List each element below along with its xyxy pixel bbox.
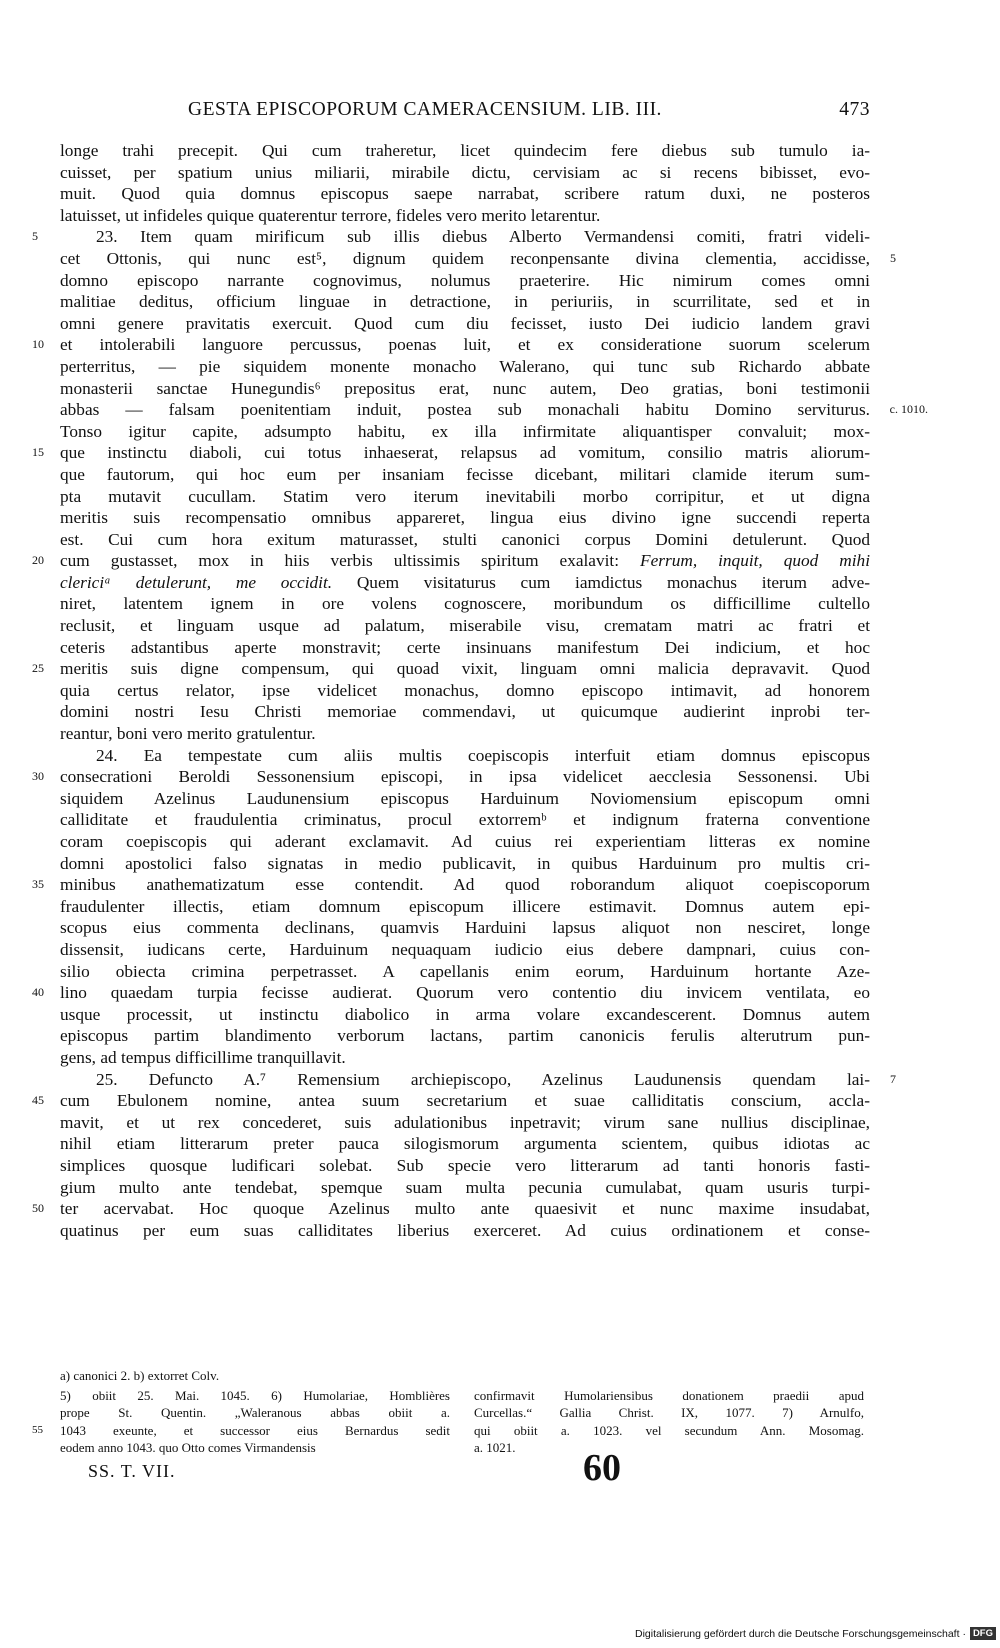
text-line: gens, ad tempus difficillime tranquillavit.	[60, 1047, 346, 1067]
line-number: 10	[32, 337, 44, 352]
footnotes-left-column	[32, 1387, 450, 1457]
text-line: malitiae deditus, officium linguae in detractione, in periuriis, in scurrilitate, sed et in	[60, 292, 870, 312]
text-line: 15 que instinctu diaboli, cui totus inhaeserat, relapsus ad vomitum, consilio matris aliorum-	[32, 443, 870, 463]
text-line: ceteris adstantibus aperte monstravit; certe insinuans manifestum Dei indicium, et hoc	[60, 637, 870, 657]
line-number: 45	[32, 1093, 44, 1108]
text-line: 50 ter acervabat. Hoc quoque Azelinus multo ante quaesivit et nunc maxime insudabat,	[32, 1199, 870, 1219]
text-line: calliditate et fraudulentia criminatus, procul extorremᵇ et indignum fraterna conventione	[60, 810, 870, 830]
margin-note: 7	[890, 1071, 896, 1086]
footnote-line: qui obiit a. 1023. vel secundum Ann. Mosomag.	[474, 1422, 864, 1438]
text-line: dissensit, iudicans certe, Harduinum nequaquam iudicio eius debere dampnari, cuius con-	[60, 939, 870, 959]
text-line: usque processit, ut instinctu diabolico in arma volare excandescerent. Domnus autem	[60, 1004, 870, 1024]
sheet-number: 60	[583, 1447, 621, 1489]
line-number: 35	[32, 877, 44, 892]
quoted-speech: Ferrum, inquit, quod mihi	[640, 551, 870, 571]
line-number: 25	[32, 661, 44, 676]
quoted-speech: clericiᵃ detulerunt, me occidit.	[60, 572, 333, 592]
footnotes	[32, 1367, 870, 1456]
text-line: scopus eius commenta declinans, quamvis Harduini lapsus aliquot non nesciret, longe	[60, 918, 870, 938]
text-line: quia certus relator, ipse videlicet monachus, domno episcopo intimavit, ad honorem	[60, 680, 870, 700]
text-line: siquidem Azelinus Laudunensium episcopus Harduinum Noviomensium episcopum omni	[60, 788, 870, 808]
main-text	[32, 140, 928, 1241]
running-title: GESTA EPISCOPORUM CAMERACENSIUM. LIB. III.	[188, 99, 662, 120]
text-line: pta mutavit cucullam. Statim vero iterum inevitabili morbo corripitur, et ut digna	[60, 486, 870, 506]
credit-text: Digitalisierung gefördert durch die Deutsche Forschungsgemeinschaft ·	[635, 1627, 966, 1640]
apparatus-notes: a) canonici 2. b) extorret Colv.	[60, 1368, 220, 1383]
footnote-line: 55 1043 exeunte, et successor eius Bernardus sedit	[32, 1422, 450, 1438]
text-line: reantur, boni vero merito gratulentur.	[60, 724, 316, 744]
text-line: reclusit, et linguam usque ad palatum, miserabile visu, crematam matri ac fratri et	[60, 616, 870, 636]
line-number: 15	[32, 445, 44, 460]
text-line: monasterii sanctae Hunegundis⁶ prepositus erat, nunc autem, Deo gratias, boni testimonii	[60, 378, 870, 398]
line-number: 50	[32, 1201, 44, 1216]
text-line: cet Ottonis, qui nunc est⁵, dignum quidem reconpensante divina clementia, accidisse, 5	[60, 248, 896, 268]
text-line: 40 lino quaedam turpia fecisse audierat. Quorum vero contentio diu invicem ventilata, eo	[32, 983, 870, 1003]
footnote-line: prope St. Quentin. „Waleranous abbas obiit a.	[60, 1405, 450, 1421]
text-line: meritis suis recompensatio omnibus appareret, lingua eius divino igne succendi reperta	[60, 508, 870, 528]
line-number: 55	[32, 1423, 43, 1436]
footnote-line: eodem anno 1043. quo Otto comes Virmandensis	[60, 1440, 316, 1456]
text-line: quatinus per eum suas calliditates liberius exerceret. Ad cuius ordinationem et conse-	[60, 1220, 870, 1240]
dfg-logo: DFG	[970, 1627, 996, 1640]
footnote-line: a. 1021.	[474, 1440, 516, 1456]
text-line: perterritus, — pie siquidem monente monacho Walerano, qui tunc sub Richardo abbate	[60, 356, 870, 376]
text-line: 35 minibus anathematizatum esse contendit. Ad quod roborandum aliquot coepiscoporum	[32, 875, 870, 895]
line-number: 40	[32, 985, 44, 1000]
text-line: longe trahi precepit. Qui cum traheretur, licet quindecim fere diebus sub tumulo ia-	[60, 141, 870, 160]
footnote-line: confirmavit Humolariensibus donationem praedii apud	[474, 1388, 864, 1403]
text-line: domni apostolici falso signatas in medio publicavit, in quibus Harduinum pro multis cri-	[60, 853, 870, 873]
text-line: latuisset, ut infideles quique quaterentur terrore, fideles vero merito letarentur.	[60, 205, 601, 225]
footnote-line: Curcellas.“ Gallia Christ. IX, 1077. 7) Arnulfo,	[474, 1405, 864, 1421]
text-line: cuisset, per spatium unius miliarii, mirabile dictu, cervisiam ac si recens bibisset, evo-	[60, 162, 870, 182]
text-line: fraudulenter illectis, etiam domnum episcopum illicere estimavit. Domnus autem epi-	[60, 896, 870, 916]
text-line: 5 23. Item quam mirificum sub illis diebus Alberto Vermandensi comiti, fratri videli-	[32, 227, 870, 247]
digitization-credit	[635, 1627, 996, 1640]
line-number: 30	[32, 769, 44, 784]
margin-note: c. 1010.	[889, 402, 928, 417]
text-line: muit. Quod quia domnus episcopus saepe narrabat, scribere ratum duxi, ne posteros	[60, 184, 870, 204]
text-line: mavit, et ut rex concederet, suis adulationibus inpetravit; virum sane nullius disciplinae,	[60, 1112, 870, 1132]
running-header	[60, 99, 870, 127]
text-line: omni genere pravitatis exercuit. Quod cum diu fecisset, iusto Dei iudicio landem gravi	[60, 313, 870, 333]
text-line: episcopus partim blandimento verborum lactans, partim canonicis ferulis alterutrum pun-	[60, 1026, 870, 1046]
text-line: simplices quosque ludificari solebat. Sub specie vero litterarum ad tanti honoris fasti-	[60, 1155, 870, 1175]
text-line: nihil etiam litterarum preter pauca silogismorum argumenta scientem, quibus idiotas ac	[60, 1134, 870, 1154]
text-line: silio obiecta crimina perpetrasset. A capellanis enim eorum, Harduinum hortante Aze-	[60, 961, 870, 981]
line-number: 20	[32, 553, 44, 568]
text-line: Tonso igitur capite, adsumpto habitu, ex illa infirmitate aliquantisper convaluit; mox-	[60, 421, 870, 441]
line-number: 5	[32, 229, 38, 244]
signature-mark: SS. T. VII.	[88, 1461, 176, 1481]
text-line: domno episcopo narrante cognovimus, nolumus praeterire. Hic nimirum comes omni	[60, 270, 870, 290]
margin-note: 5	[890, 250, 896, 265]
text-line: 25. Defuncto A.⁷ Remensium archiepiscopo, Azelinus Laudunensis quendam lai- 7	[96, 1069, 896, 1089]
text-line: que fautorum, qui hoc eum per insaniam fecisse dicebant, militari clamide iterum sum-	[60, 464, 870, 484]
text-line: domini nostri Iesu Christi memoriae commendavi, ut quicumque audierint inprobi ter-	[60, 702, 870, 722]
text-line: 25 meritis suis digne compensum, qui quoad vixit, linguam omni malicia depravavit. Quod	[32, 659, 870, 679]
text-line: coram coepiscopis qui aderant exclamavit. Ad cuius rei experientiam litteras ex nomine	[60, 832, 870, 851]
footnote-line: 5) obiit 25. Mai. 1045. 6) Humolariae, Homblières	[60, 1388, 450, 1403]
footnotes-right-column	[474, 1387, 864, 1457]
text-line: clericiᵃ detulerunt, me occidit. Quem visitaturus cum iamdictus monachus iterum adve-	[60, 572, 870, 592]
text-line: 10 et intolerabili languore percussus, poenas luit, et ex consideratione suorum scelerum	[32, 335, 870, 355]
text-line: est. Cui cum hora exitum maturasset, stulti canonici corpus Domini detulerunt. Quod	[60, 529, 870, 549]
text-line: 24. Ea tempestate cum aliis multis coepiscopis interfuit etiam domnus episcopus	[96, 745, 870, 765]
page-number: 473	[839, 99, 870, 120]
text-line: niret, latentem ignem in ore volens cognoscere, moribundum os difficillime cultello	[60, 594, 870, 614]
text-line: 30 consecrationi Beroldi Sessonensium episcopi, in ipsa videlicet aecclesia Sessonensi. Ubi	[32, 767, 870, 787]
text-line: 45 cum Ebulonem nomine, antea suum secretarium et suae calliditatis conscium, accla-	[32, 1091, 870, 1111]
text-line: 20 cum gustasset, mox in hiis verbis ultissimis spiritum exalavit: Ferrum, inquit, quod mihi	[32, 551, 870, 571]
text-line: abbas — falsam poenitentiam induit, postea sub monachali habitu Domino serviturus. c. 1010.	[60, 400, 928, 420]
text-line: gium multo ante tendebat, spemque suam multa pecunia cumulabat, quam usuris turpi-	[60, 1177, 870, 1197]
